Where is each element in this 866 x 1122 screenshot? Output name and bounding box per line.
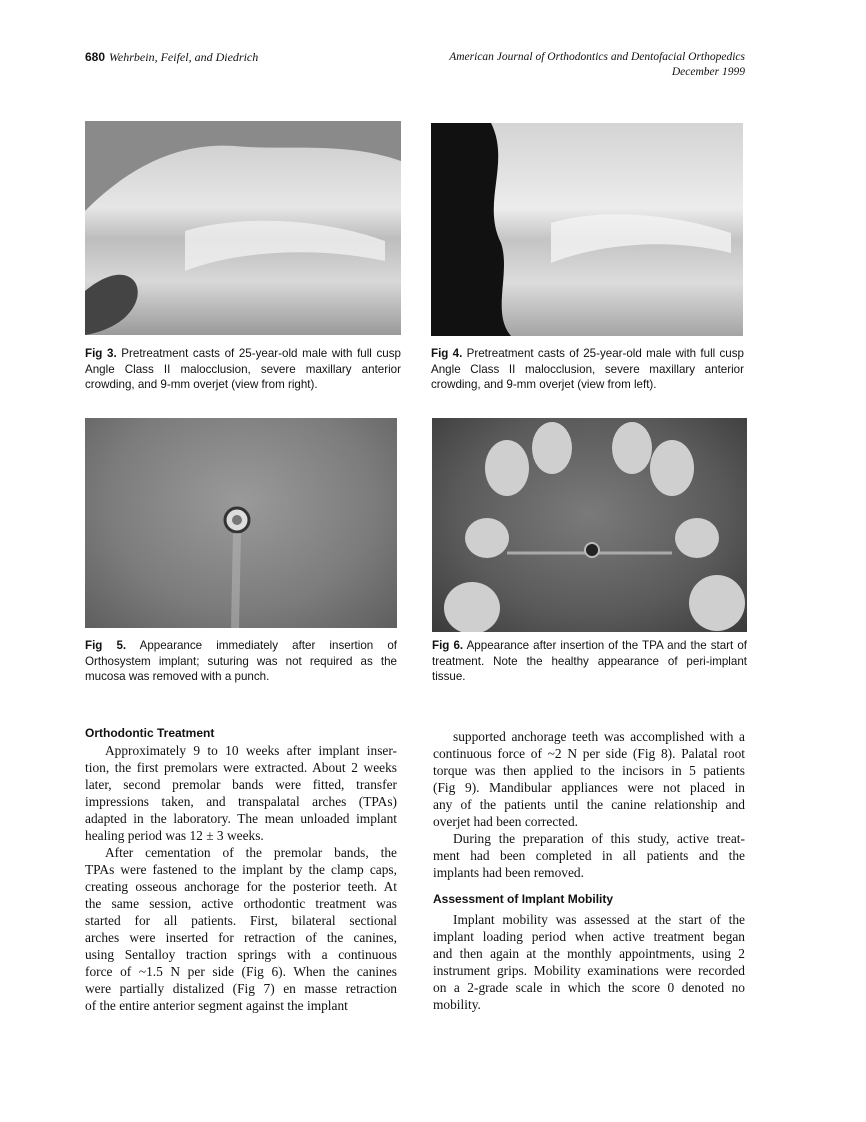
text-line: healing period was 12 ± 3 weeks. [85, 828, 264, 843]
text-line: force of ~1.5 N per side (Fig 6). When the canines [85, 964, 397, 979]
figure-6-image [432, 418, 747, 632]
figure-3-image [85, 121, 401, 335]
text-line: adapted in the laboratory. The mean unloaded implant [85, 811, 397, 826]
text-line: arches were inserted for retraction of the canines, [85, 930, 397, 945]
text-line: overjet had been corrected. [433, 814, 578, 829]
paragraph [433, 911, 745, 1013]
left-column [85, 725, 397, 1014]
text-line: During the preparation of this study, active treat- [453, 831, 745, 846]
figure-4-image [431, 123, 743, 336]
text-line: ment had been completed in all patients and the [433, 848, 745, 863]
text-line: (Fig 9). Mandibular appliances were not placed in [433, 780, 745, 795]
text-line: continuous force of ~2 N per side (Fig 8). Palatal root [433, 746, 745, 761]
text-line: mobility. [433, 997, 481, 1012]
figure-6-caption: Fig 6. Appearance after insertion of the TPA and the start of treatment. Note the healthy appearance of peri-implant tissue. [432, 639, 747, 683]
text-line: later, second premolar bands were fitted, transfer [85, 777, 397, 792]
paragraph [433, 728, 745, 830]
running-header-left [85, 50, 258, 65]
section-heading: Orthodontic Treatment [85, 726, 215, 740]
text-line: impressions taken, and transpalatal arches (TPAs) [85, 794, 397, 809]
journal-name: American Journal of Orthodontics and Dentofacial Orthopedics [449, 51, 745, 63]
text-line: implants had been removed. [433, 865, 584, 880]
text-line: any of the patients until the canine relationship and [433, 797, 745, 812]
text-line: were partially distalized (Fig 7) en masse retraction [85, 981, 397, 996]
paragraph [85, 742, 397, 844]
text-line: TPAs were fastened to the implant by the clamp caps, [85, 862, 397, 877]
issue-date: December 1999 [671, 66, 745, 78]
page-number: 680 [85, 50, 106, 64]
section-heading: Assessment of Implant Mobility [433, 892, 614, 906]
figure-3-caption: Fig 3. Pretreatment casts of 25-year-old male with full cusp Angle Class II malocclusion, severe maxillary anterior crowding, and 9-mm overjet (view from right). [85, 347, 401, 391]
text-line: instrument grips. Mobility examinations were recorded [433, 963, 745, 978]
figure-4-caption: Fig 4. Pretreatment casts of 25-year-old male with full cusp Angle Class II malocclusion, severe maxillary anterior crowding, and 9-mm overjet (view from left). [431, 347, 744, 391]
figure-5-image [85, 418, 397, 628]
figure-5-caption: Fig 5. Appearance immediately after insertion of Orthosystem implant; suturing was not required as the mucosa was removed with a punch. [85, 639, 397, 683]
text-line: started for all patients. First, bilateral sectional [85, 913, 397, 928]
text-line: using Sentalloy traction springs with a continuous [85, 947, 397, 962]
text-line: Approximately 9 to 10 weeks after implant inser- [105, 743, 397, 758]
text-line: creating osseous anchorage for the posterior teeth. At [85, 879, 397, 894]
running-header-right [449, 50, 745, 80]
right-column [433, 728, 745, 1013]
text-line: implant loading period when active treatment began [433, 929, 745, 944]
text-line: tion, the first premolars were extracted. About 2 weeks [85, 760, 397, 775]
paragraph [85, 844, 397, 1014]
text-line: After cementation of the premolar bands, the [105, 845, 397, 860]
text-line: supported anchorage teeth was accomplished with a [453, 729, 745, 744]
text-line: and then again at the monthly appointments, using 2 [433, 946, 745, 961]
text-line: of the entire anterior segment against the implant [85, 998, 348, 1013]
text-line: torque was then applied to the incisors in 5 patients [433, 763, 745, 778]
paragraph [433, 830, 745, 881]
text-line: on a 2-grade scale in which the score 0 denoted no [433, 980, 745, 995]
text-line: Implant mobility was assessed at the start of the [453, 912, 745, 927]
authors: Wehrbein, Feifel, and Diedrich [109, 50, 259, 64]
text-line: the same session, active orthodontic treatment was [85, 896, 397, 911]
